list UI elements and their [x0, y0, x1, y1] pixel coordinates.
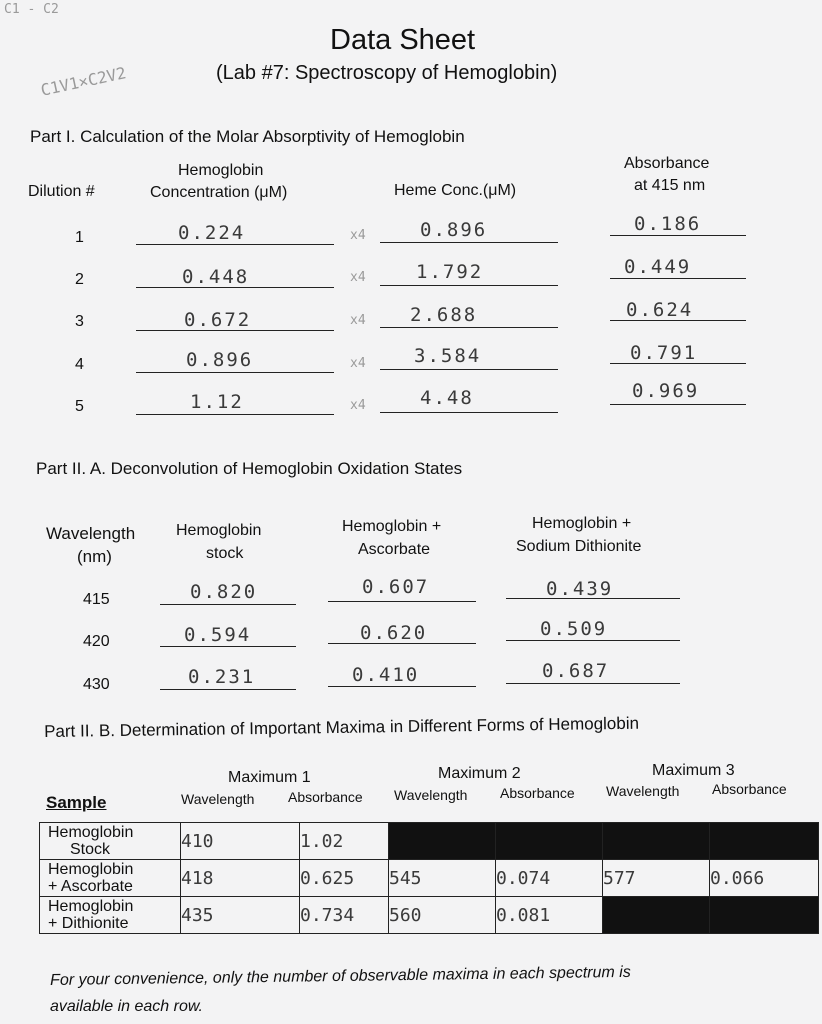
footnote-line1: For your convenience, only the number of observable maxima in each spectrum is [50, 963, 631, 989]
col-heme-header: Heme Conc.(μM) [394, 182, 517, 199]
col-ascorbate-line1: Hemoglobin + [342, 518, 442, 535]
max1-wavelength-cell: 435 [181, 897, 300, 934]
maximum-1-header: Maximum 1 [228, 769, 311, 786]
dithionite-abs-value: 0.509 [540, 618, 608, 640]
absorbance-value: 0.969 [632, 380, 700, 402]
heme-conc-value: 3.584 [414, 345, 482, 367]
dilution-number: 5 [75, 398, 84, 415]
col-stock-line2: stock [206, 545, 244, 562]
ascorbate-abs-value: 0.620 [360, 622, 428, 644]
part2b-heading: Part II. B. Determination of Important Maxima in Different Forms of Hemoglobin [44, 713, 640, 741]
ascorbate-abs-value: 0.607 [362, 576, 430, 598]
hb-conc-value: 0.224 [178, 222, 246, 244]
sample-name-cell: Hemoglobin Stock [40, 823, 181, 860]
col-abs-header-line1: Absorbance [624, 155, 710, 172]
wavelength-value: 415 [83, 591, 110, 608]
part2a-heading: Part II. A. Deconvolution of Hemoglobin Oxidation States [36, 459, 463, 478]
blank-cell [710, 897, 819, 934]
maximum-3-header: Maximum 3 [652, 762, 735, 779]
heme-conc-value: 4.48 [420, 387, 474, 409]
dilution-number: 4 [75, 356, 84, 373]
blank-cell [603, 897, 710, 934]
wavelength-value: 420 [83, 633, 110, 650]
stock-abs-value: 0.594 [184, 624, 252, 646]
max1-wavelength-cell: 418 [181, 860, 300, 897]
page-title: Data Sheet [330, 24, 476, 56]
max1-wavelength-cell: 410 [181, 823, 300, 860]
max3-absorbance-header: Absorbance [712, 781, 787, 797]
col-ascorbate-line2: Ascorbate [358, 541, 431, 558]
hb-conc-value: 0.448 [182, 266, 250, 288]
multiplier-note: x4 [350, 356, 366, 371]
col-wavelength-line1: Wavelength [46, 524, 136, 543]
max2-wavelength-header: Wavelength [394, 787, 468, 803]
heme-conc-value: 1.792 [416, 261, 484, 283]
blank-cell [710, 823, 819, 860]
col-dithionite-line1: Hemoglobin + [532, 515, 632, 532]
max2-absorbance-header: Absorbance [500, 785, 575, 801]
multiplier-note: x4 [350, 313, 366, 328]
col-hb-header-line2: Concentration (μM) [150, 184, 288, 201]
col-dithionite-line2: Sodium Dithionite [516, 538, 642, 555]
hb-conc-value: 0.672 [184, 309, 252, 331]
max1-absorbance-cell: 0.625 [300, 860, 389, 897]
maximum-2-header: Maximum 2 [438, 765, 521, 782]
max3-wavelength-cell: 577 [603, 860, 710, 897]
heme-conc-value: 2.688 [410, 304, 478, 326]
table-row [40, 897, 819, 934]
blank-cell [603, 823, 710, 860]
maxima-table [39, 822, 819, 934]
wavelength-value: 430 [83, 676, 110, 693]
max1-absorbance-header: Absorbance [288, 789, 363, 805]
max1-absorbance-cell: 1.02 [300, 823, 389, 860]
corner-scribble: C1 - C2 [4, 2, 59, 17]
sample-name-cell: Hemoglobin + Ascorbate [40, 860, 181, 897]
dithionite-abs-value: 0.439 [546, 578, 614, 600]
dithionite-abs-value: 0.687 [542, 660, 610, 682]
sample-header: Sample [46, 793, 107, 812]
blank-cell [496, 823, 603, 860]
max1-wavelength-header: Wavelength [181, 791, 255, 807]
col-hb-header-line1: Hemoglobin [178, 162, 264, 179]
part1-heading: Part I. Calculation of the Molar Absorptivity of Hemoglobin [30, 127, 465, 146]
absorbance-value: 0.624 [626, 299, 694, 321]
col-wavelength-line2: (nm) [77, 547, 112, 566]
max3-absorbance-cell: 0.066 [710, 860, 819, 897]
margin-note: C1V1×C2V2 [38, 63, 128, 100]
table-row [40, 823, 819, 860]
col-abs-header-line2: at 415 nm [634, 177, 706, 194]
sample-name-cell: Hemoglobin + Dithionite [40, 897, 181, 934]
page-subtitle: (Lab #7: Spectroscopy of Hemoglobin) [216, 62, 558, 84]
hb-conc-value: 1.12 [190, 391, 244, 413]
col-stock-line1: Hemoglobin [176, 522, 262, 539]
dilution-number: 1 [75, 229, 84, 246]
multiplier-note: x4 [350, 270, 366, 285]
table-row [40, 860, 819, 897]
absorbance-value: 0.449 [624, 256, 692, 278]
max2-absorbance-cell: 0.074 [496, 860, 603, 897]
col-dilution-header: Dilution # [28, 183, 95, 200]
stock-abs-value: 0.820 [190, 581, 258, 603]
dilution-number: 2 [75, 271, 84, 288]
max2-wavelength-cell: 545 [389, 860, 496, 897]
ascorbate-abs-value: 0.410 [352, 664, 420, 686]
max2-absorbance-cell: 0.081 [496, 897, 603, 934]
absorbance-value: 0.186 [634, 213, 702, 235]
hb-conc-value: 0.896 [186, 349, 254, 371]
max3-wavelength-header: Wavelength [606, 783, 680, 799]
multiplier-note: x4 [350, 228, 366, 243]
max2-wavelength-cell: 560 [389, 897, 496, 934]
stock-abs-value: 0.231 [188, 666, 256, 688]
blank-cell [389, 823, 496, 860]
footnote-line2: available in each row. [50, 998, 203, 1015]
max1-absorbance-cell: 0.734 [300, 897, 389, 934]
absorbance-value: 0.791 [630, 342, 698, 364]
dilution-number: 3 [75, 313, 84, 330]
heme-conc-value: 0.896 [420, 219, 488, 241]
multiplier-note: x4 [350, 398, 366, 413]
